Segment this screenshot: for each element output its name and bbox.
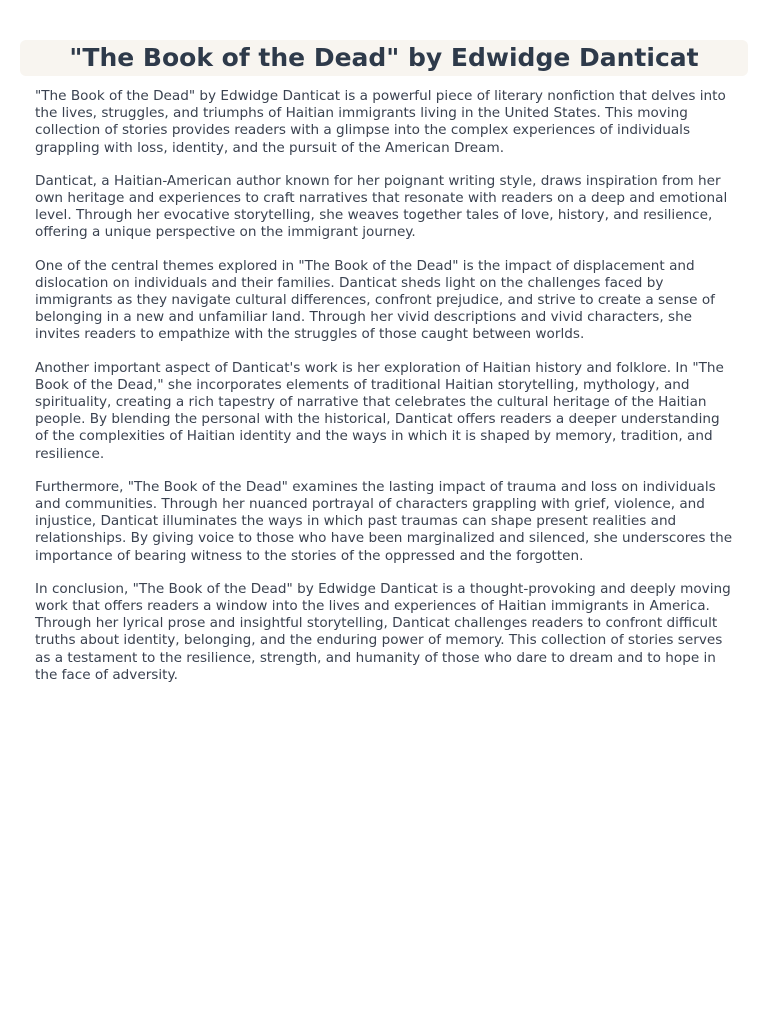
paragraph-3: One of the central themes explored in "The Book of the Dead" is the impact of displacement and dislocation on individuals and their families. Danticat sheds light on the challenges faced by immigrants as they navigate cultural differences, confront prejudice, and strive to create a sense of belonging in a new and unfamiliar land. Through her vivid descriptions and vivid characters, she invites readers to empathize with the struggles of those caught between worlds. (35, 257, 715, 343)
article-body (35, 88, 735, 700)
paragraph-6: In conclusion, "The Book of the Dead" by Edwidge Danticat is a thought-provoking and deeply moving work that offers readers a window into the lives and experiences of Haitian immigrants in America. Through her lyrical prose and insightful storytelling, Danticat challenges readers to confront difficult truths about identity, belonging, and the enduring power of memory. This collection of stories serves as a testament to the resilience, strength, and humanity of those who dare to dream and to hope in the face of adversity. (35, 580, 731, 683)
paragraph-5: Furthermore, "The Book of the Dead" examines the lasting impact of trauma and loss on individuals and communities. Through her nuanced portrayal of characters grappling with grief, violence, and injustice, Danticat illuminates the ways in which past traumas can shape present realities and relationships. By giving voice to those who have been marginalized and silenced, she underscores the importance of bearing witness to the stories of the oppressed and the forgotten. (35, 478, 733, 564)
page-title: "The Book of the Dead" by Edwidge Danticat (69, 43, 699, 72)
paragraph-1: "The Book of the Dead" by Edwidge Danticat is a powerful piece of literary nonfiction that delves into the lives, struggles, and triumphs of Haitian immigrants living in the United States. This moving collection of stories provides readers with a glimpse into the complex experiences of individuals grappling with loss, identity, and the pursuit of the American Dream. (35, 88, 726, 156)
paragraph-2: Danticat, a Haitian-American author known for her poignant writing style, draws inspiration from her own heritage and experiences to craft narratives that resonate with readers on a deep and emotional level. Through her evocative storytelling, she weaves together tales of love, history, and resilience, offering a unique perspective on the immigrant journey. (35, 172, 728, 241)
paragraph-4: Another important aspect of Danticat's work is her exploration of Haitian history and folklore. In "The Book of the Dead," she incorporates elements of traditional Haitian storytelling, mythology, and spirituality, creating a rich tapestry of narrative that celebrates the cultural heritage of the Haitian people. By blending the personal with the historical, Danticat offers readers a deeper understanding of the complexities of Haitian identity and the ways in which it is shaped by memory, tradition, and resilience. (35, 359, 724, 462)
